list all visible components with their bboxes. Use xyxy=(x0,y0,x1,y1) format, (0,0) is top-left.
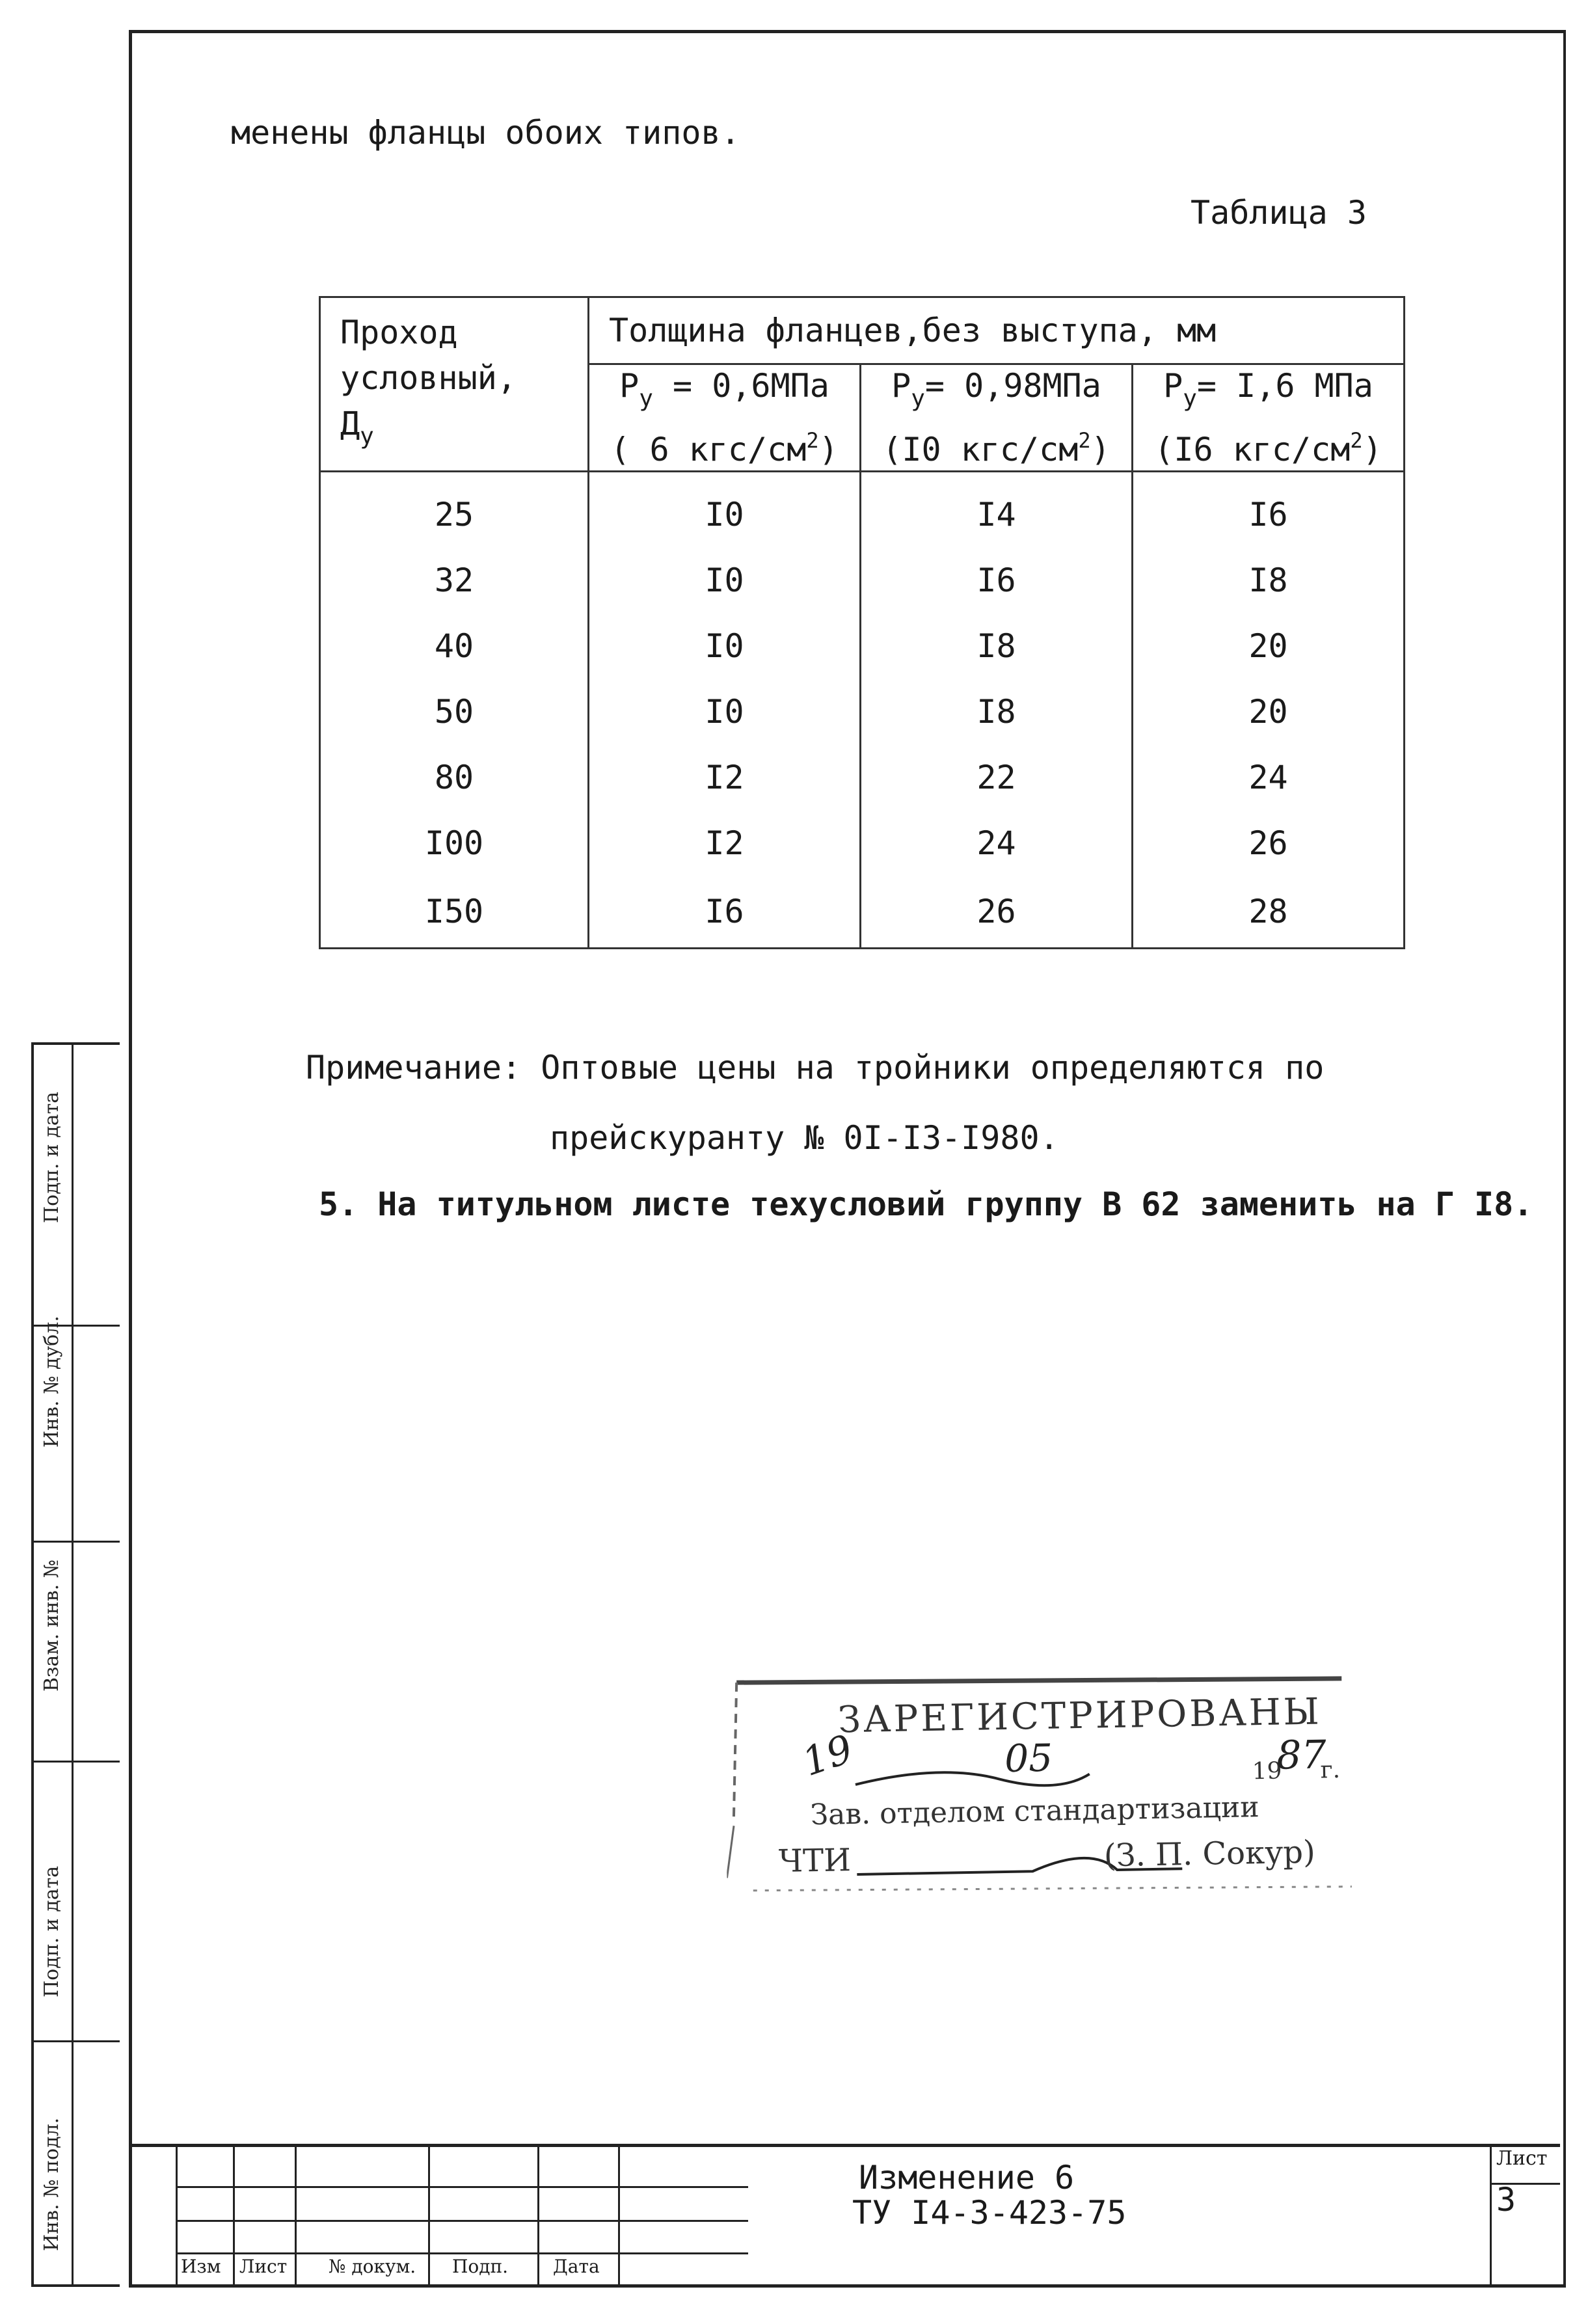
stamp-year-suffix: г. xyxy=(1320,1756,1341,1784)
stamp-registered: ЗАРЕГИСТРИРОВАНЫ xyxy=(837,1690,1323,1742)
pressure-header-1: $P_у = 0,6МПа$ ( 6 кгс/$см^2$) xyxy=(589,364,861,472)
cell: 40 xyxy=(320,613,589,679)
table-row xyxy=(320,547,1405,613)
cell: I6 xyxy=(589,876,861,949)
cell: 32 xyxy=(320,547,589,613)
registration-stamp xyxy=(723,1659,1358,1911)
intro-text: менены фланцы обоих типов. xyxy=(231,114,740,152)
cell: 28 xyxy=(1133,876,1405,949)
caption-sheet: Лист xyxy=(239,2256,288,2277)
cell: 26 xyxy=(861,876,1133,949)
table-caption: Таблица 3 xyxy=(1191,194,1367,232)
doc-code: ТУ I4-3-423-75 xyxy=(852,2194,1127,2232)
cell: I8 xyxy=(861,613,1133,679)
side-label-sign-date-1: Подп. и дата xyxy=(40,1091,63,1223)
stamp-date-day: 19 xyxy=(796,1726,859,1786)
cell: I8 xyxy=(1133,547,1405,613)
stamp-dept-head: Зав. отделом стандартизации xyxy=(810,1790,1259,1832)
table-row xyxy=(320,679,1405,744)
cell: I50 xyxy=(320,876,589,949)
stamp-org: ЧТИ xyxy=(778,1842,852,1880)
side-label-repl-inv: Взам. инв. № xyxy=(40,1559,63,1692)
cell: I4 xyxy=(861,472,1133,548)
note-line-2: прейскуранту № 0I-I3-I980. xyxy=(550,1119,1059,1157)
sheet-number: 3 xyxy=(1496,2181,1516,2219)
item-5: 5. На титульном листе техусловий группу В 62 заменить на Г I8. xyxy=(319,1185,1533,1223)
cell: 24 xyxy=(861,810,1133,876)
stamp-signatory: (З. П. Сокур) xyxy=(1103,1833,1316,1874)
stamp-date-month: 05 xyxy=(1004,1735,1053,1781)
table-row xyxy=(320,744,1405,810)
table-row xyxy=(320,810,1405,876)
cell: 50 xyxy=(320,679,589,744)
sheet-label: Лист xyxy=(1496,2147,1548,2170)
cell: I2 xyxy=(589,744,861,810)
caption-rev: Изм xyxy=(181,2256,221,2277)
cell: I0 xyxy=(589,613,861,679)
cell: I0 xyxy=(589,547,861,613)
flange-thickness-table xyxy=(319,296,1405,949)
cell: I0 xyxy=(589,472,861,548)
side-label-orig-inv: Инв. № подл. xyxy=(40,2117,63,2251)
table-row xyxy=(320,876,1405,949)
table-row xyxy=(320,613,1405,679)
cell: 80 xyxy=(320,744,589,810)
table-row xyxy=(320,472,1405,548)
pressure-header-3: $P_у= I,6$ МПа (I6 кгс/$см^2$) xyxy=(1133,364,1405,472)
cell: 25 xyxy=(320,472,589,548)
caption-sign: Подп. xyxy=(452,2256,509,2277)
note-line-1: Примечание: Оптовые цены на тройники определяются по xyxy=(306,1049,1325,1087)
cell: 24 xyxy=(1133,744,1405,810)
cell: I6 xyxy=(861,547,1133,613)
cell: 20 xyxy=(1133,679,1405,744)
side-label-sign-date-2: Подп. и дата xyxy=(40,1865,63,1997)
cell: I00 xyxy=(320,810,589,876)
stamp-year: 87 xyxy=(1276,1732,1327,1779)
cell: I6 xyxy=(1133,472,1405,548)
cell: I0 xyxy=(589,679,861,744)
stamp-year-prefix: 19 xyxy=(1252,1757,1282,1785)
col-header-nominal-bore: Проход условный, $Д_у$ xyxy=(320,297,589,472)
signature-stroke-1 xyxy=(855,1770,1090,1789)
caption-doc-no: № докум. xyxy=(329,2256,416,2277)
cell: 26 xyxy=(1133,810,1405,876)
group-header: Толщина фланцев,без выступа, мм xyxy=(589,297,1405,364)
change-title: Изменение 6 xyxy=(859,2159,1075,2196)
caption-date: Дата xyxy=(553,2256,600,2277)
cell: 20 xyxy=(1133,613,1405,679)
side-label-dup-inv: Инв. № дубл. xyxy=(40,1316,63,1448)
cell: I8 xyxy=(861,679,1133,744)
pressure-header-2: $P_у= 0,98МПа$ (I0 кгс/$см^2$) xyxy=(861,364,1133,472)
cell: 22 xyxy=(861,744,1133,810)
cell: I2 xyxy=(589,810,861,876)
